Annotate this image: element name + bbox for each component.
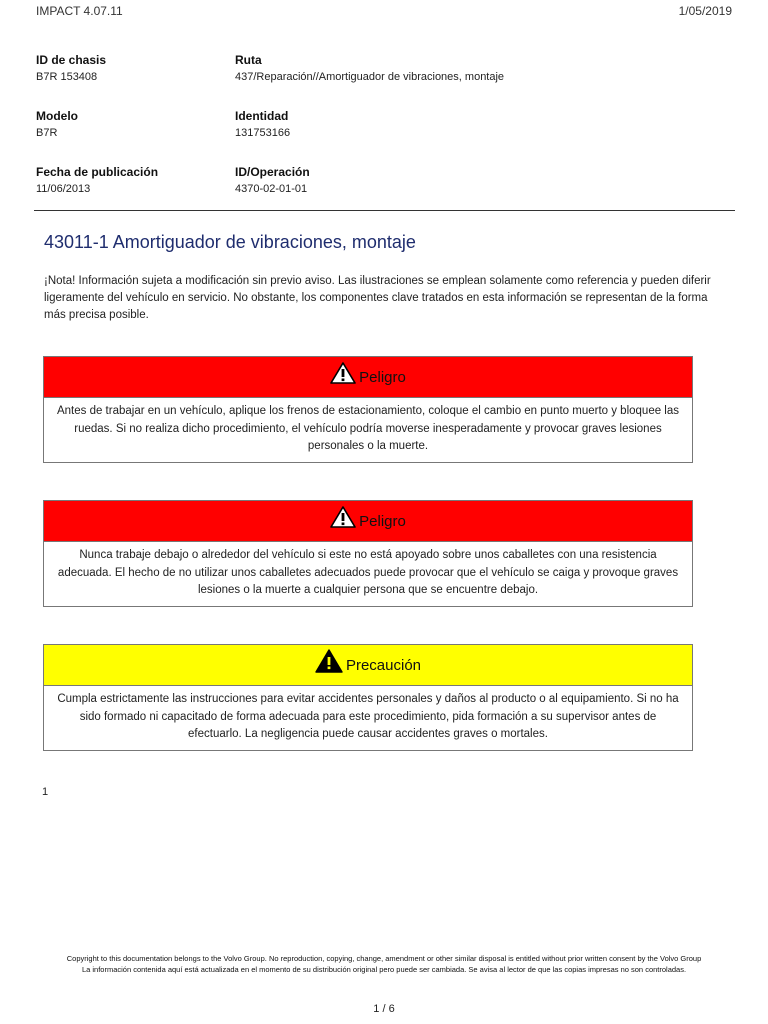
metadata-row xyxy=(36,165,736,221)
distribution-disclaimer: La información contenida aquí está actualizada en el momento de su distribución original pero puede ser cambiada. Se avisa al lector de que las copias impresas no son controladas. xyxy=(81,964,687,974)
caution-box xyxy=(43,644,693,751)
app-version: IMPACT 4.07.11 xyxy=(36,4,123,18)
metadata-row xyxy=(36,53,736,109)
meta-label: Identidad xyxy=(235,109,289,123)
caution-header xyxy=(44,645,692,685)
warning-icon xyxy=(315,649,343,673)
meta-label: Modelo xyxy=(36,109,78,123)
danger-header xyxy=(44,357,692,397)
meta-identity xyxy=(235,109,735,165)
danger-box xyxy=(43,500,693,607)
warning-icon xyxy=(330,362,356,384)
footer xyxy=(34,954,734,975)
page-title: 43011-1 Amortiguador de vibraciones, montaje xyxy=(44,232,416,252)
meta-label: ID/Operación xyxy=(235,165,310,179)
page-header xyxy=(36,4,732,20)
meta-chassis-id xyxy=(36,53,235,109)
header-divider xyxy=(34,210,735,211)
warning-text: Nunca trabaje debajo o alrededor del vehículo si este no está apoyado sobre unos caballetes con una resistencia adecuada. El hecho de no utilizar unos caballetes adecuados puede provocar que el vehículo se caiga y provoque graves lesiones o la muerte a cualquier persona que se encuentre debajo. xyxy=(44,541,692,606)
meta-value: 131753166 xyxy=(235,127,291,139)
meta-value: B7R 153408 xyxy=(36,71,98,83)
meta-value: 437/Reparación//Amortiguador de vibraciones, montaje xyxy=(235,71,505,83)
disclaimer-note: ¡Nota! Información sujeta a modificación sin previo aviso. Las ilustraciones se emplean solamente como referencia y pueden diferir ligeramente del vehículo en servicio. No obstante, los componentes clave tratados en esta información se representan de la forma más precisa posible. xyxy=(44,275,711,321)
print-date: 1/05/2019 xyxy=(678,4,732,18)
meta-model xyxy=(36,109,235,165)
warning-level: Peligro xyxy=(359,512,406,530)
meta-route xyxy=(235,53,735,109)
copyright-notice: Copyright to this documentation belongs to the Volvo Group. No reproduction, copying, change, amendment or other similar disposal is entitled without prior written consent by the Volvo Group xyxy=(66,954,702,963)
meta-publication-date xyxy=(36,165,235,221)
section-marker: 1 xyxy=(42,786,49,798)
meta-label: Ruta xyxy=(235,53,262,67)
meta-operation-id xyxy=(235,165,735,221)
meta-value: B7R xyxy=(36,127,58,139)
metadata-row xyxy=(36,109,736,165)
danger-header xyxy=(44,501,692,541)
meta-label: ID de chasis xyxy=(36,53,107,67)
meta-label: Fecha de publicación xyxy=(36,165,159,179)
meta-value: 11/06/2013 xyxy=(36,183,91,195)
metadata-table xyxy=(36,53,736,221)
warning-level: Peligro xyxy=(359,368,406,386)
warning-icon xyxy=(330,506,356,528)
warning-text: Antes de trabajar en un vehículo, aplique los frenos de estacionamiento, coloque el cambio en punto muerto y bloquee las ruedas. Si no realiza dicho procedimiento, el vehículo podría moverse inesperadamente y provocar graves lesiones personales o la muerte. xyxy=(44,397,692,462)
meta-value: 4370-02-01-01 xyxy=(235,183,308,195)
page-counter: 1 / 6 xyxy=(373,1003,395,1015)
warning-level: Precaución xyxy=(345,656,422,674)
danger-box xyxy=(43,356,693,463)
warning-text: Cumpla estrictamente las instrucciones para evitar accidentes personales y daños al producto o al equipamiento. Si no ha sido formado ni capacitado de forma adecuada para este procedimiento, pida formación a su supervisor antes de efectuarlo. La negligencia puede causar accidentes graves o mortales. xyxy=(44,685,692,750)
